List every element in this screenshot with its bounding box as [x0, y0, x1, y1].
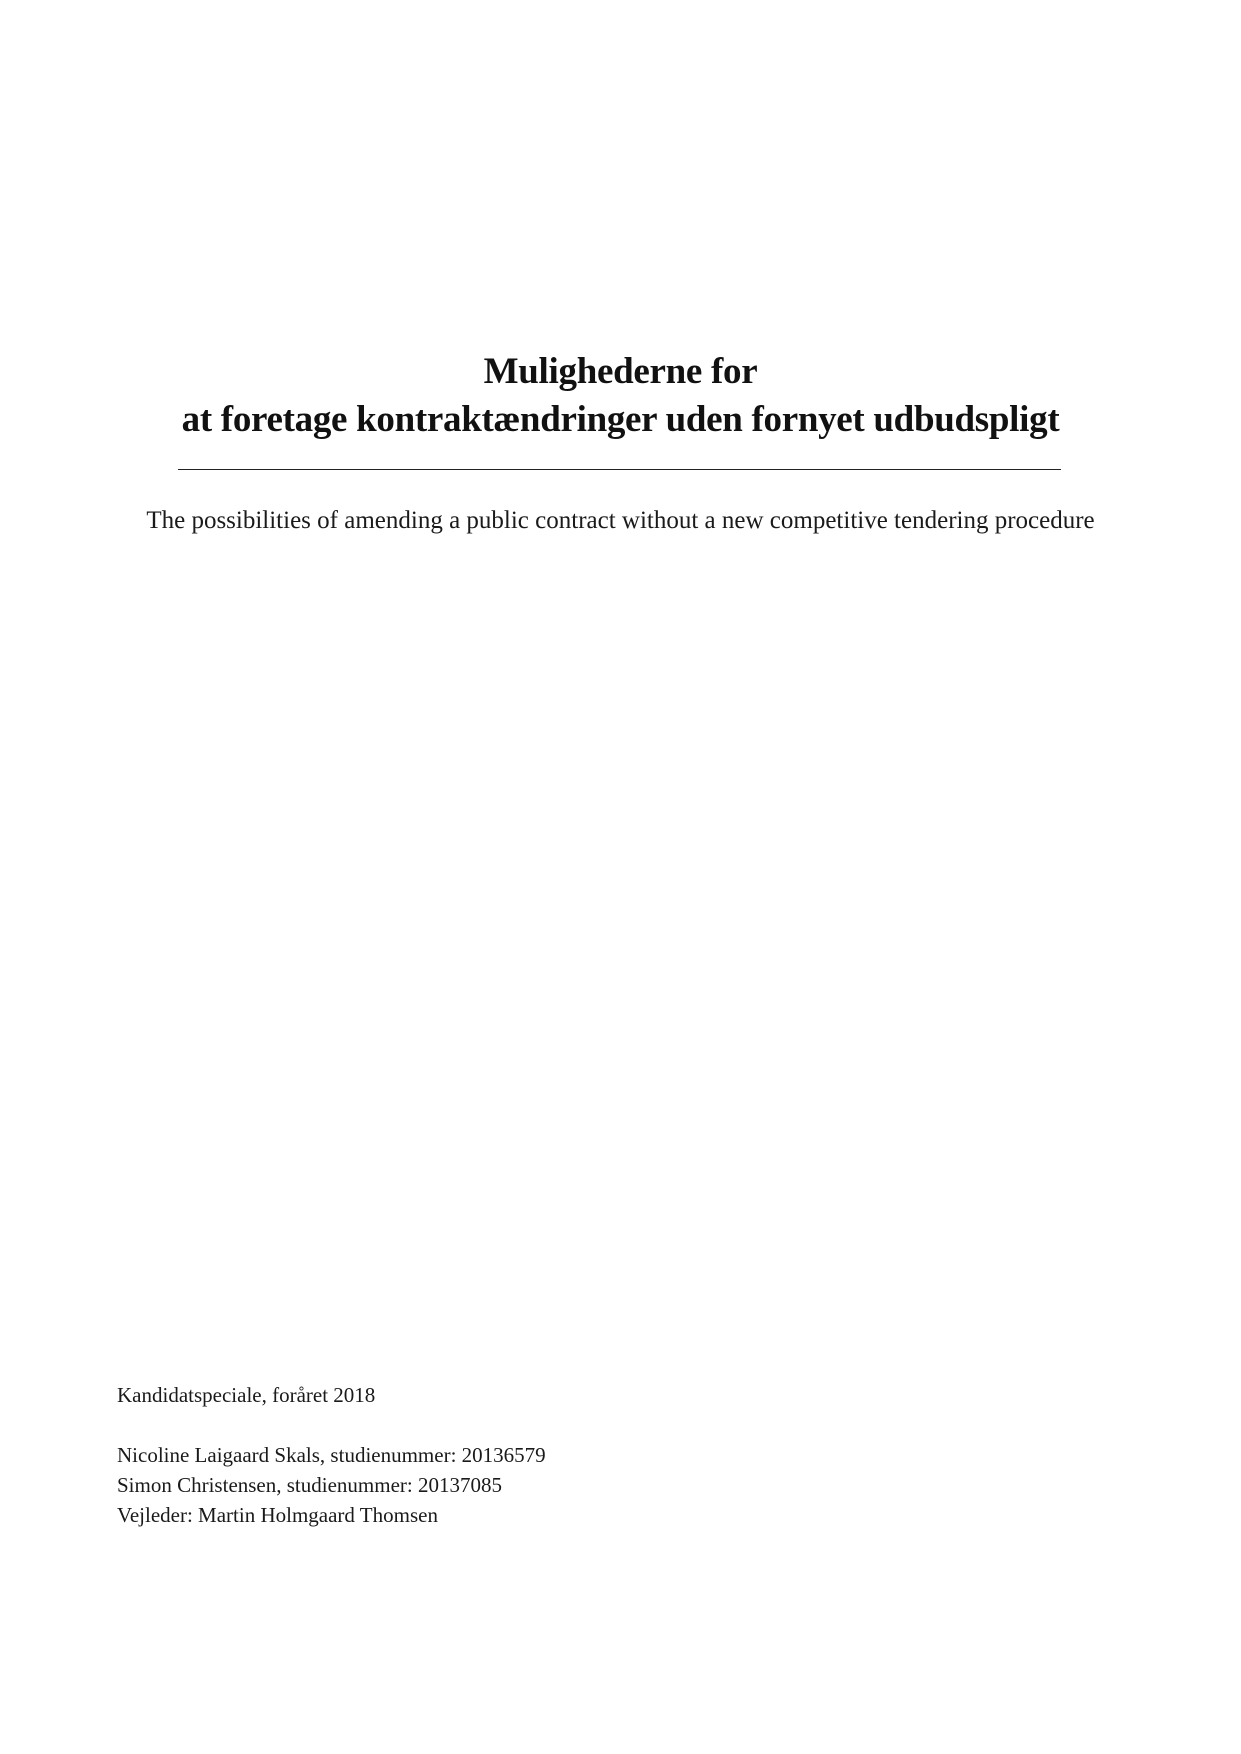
- thesis-info: Kandidatspeciale, foråret 2018: [117, 1383, 376, 1407]
- title-line-2: at foretage kontraktændringer uden fornyet udbudspligt: [181, 399, 1060, 440]
- title-divider: [178, 469, 1061, 470]
- spacer: [117, 1410, 546, 1440]
- supervisor: Vejleder: Martin Holmgaard Thomsen: [117, 1503, 438, 1527]
- english-subtitle: The possibilities of amending a public contract without a new competitive tendering procedure: [146, 507, 1095, 534]
- author-2: Simon Christensen, studienummer: 20137085: [117, 1473, 502, 1497]
- title-line-1: Mulighederne for: [483, 351, 758, 392]
- title-block: [0, 348, 1241, 444]
- author-1: Nicoline Laigaard Skals, studienummer: 20136579: [117, 1443, 546, 1467]
- thesis-meta: [117, 1380, 546, 1530]
